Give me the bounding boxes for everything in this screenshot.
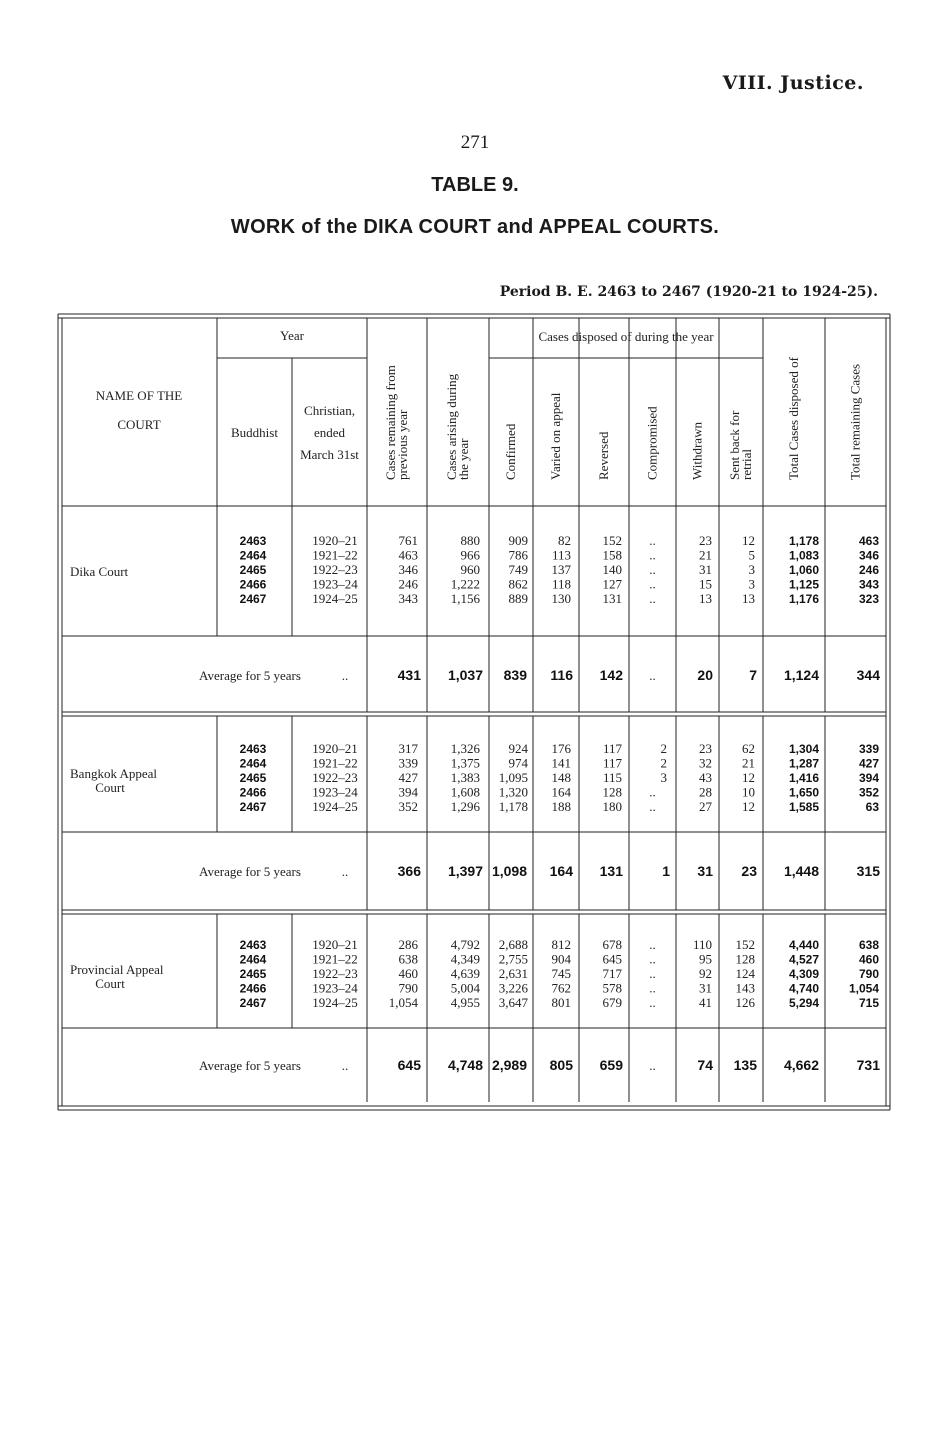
average-value: 142 — [599, 667, 623, 683]
average-value: 1,098 — [491, 863, 527, 879]
cell-value: 113 — [551, 547, 571, 563]
period-caption: Period B. E. 2463 to 2467 (1920-21 to 1924-25). — [499, 284, 878, 300]
average-value: 1,448 — [783, 863, 819, 879]
cell-value: 13 — [742, 591, 755, 606]
total-disposed-value: 1,650 — [788, 785, 819, 800]
average-value: 344 — [856, 667, 880, 683]
cell-value: 394 — [398, 784, 418, 800]
average-value: 805 — [549, 1057, 573, 1073]
court-name: Dika Court — [70, 564, 129, 579]
cell-value: 4,792 — [450, 937, 480, 952]
table-title: WORK of the DIKA COURT and APPEAL COURTS. — [230, 216, 720, 238]
average-value: .. — [649, 668, 656, 683]
cell-value: 346 — [398, 562, 418, 577]
cell-value: 28 — [699, 784, 712, 800]
table-number: TABLE 9. — [431, 174, 519, 196]
cell-value: 645 — [602, 951, 622, 967]
year-header: Year — [280, 328, 304, 343]
cell-value: 137 — [551, 562, 571, 577]
court-name: Court — [95, 976, 125, 991]
average-value: 366 — [397, 863, 421, 879]
cell-value: 880 — [460, 533, 480, 548]
cell-value: 463 — [398, 547, 418, 563]
cell-value: .. — [649, 591, 656, 606]
total-disposed-value: 1,083 — [788, 548, 819, 563]
cell-value: 21 — [699, 547, 712, 563]
cell-value: 1,054 — [388, 995, 418, 1010]
court-header: COURT — [117, 417, 161, 432]
buddhist-year: 2465 — [239, 967, 267, 981]
cell-value: 82 — [558, 533, 571, 548]
cell-value: 1,326 — [450, 741, 480, 756]
total-disposed-header: Total Cases disposed of — [786, 357, 801, 480]
total-disposed-value: 1,416 — [788, 771, 819, 785]
total-disposed-value: 1,176 — [788, 592, 819, 606]
compromised-header: Compromised — [644, 406, 660, 480]
cell-value: 5 — [748, 547, 755, 563]
withdrawn-header: Withdrawn — [689, 422, 705, 480]
buddhist-year: 2465 — [239, 563, 267, 577]
cell-value: .. — [649, 562, 656, 577]
cell-value: 3,647 — [498, 995, 528, 1010]
court-header: NAME OF THE — [95, 388, 183, 403]
cell-value: 1,383 — [450, 770, 480, 785]
total-remaining-value: 394 — [858, 771, 879, 785]
average-value: 1,037 — [447, 667, 483, 683]
buddhist-year: 2464 — [239, 548, 267, 563]
buddhist-header: Buddhist — [231, 425, 278, 440]
cell-value: 2 — [660, 741, 667, 756]
cell-value: 745 — [551, 966, 571, 981]
reversed-header: Reversed — [596, 431, 611, 480]
total-remaining-value: 427 — [858, 756, 879, 771]
remaining-prev-header: Cases remaining from — [383, 365, 398, 480]
cell-value: .. — [649, 995, 656, 1010]
christian-year: 1924–25 — [312, 995, 358, 1010]
cell-value: 31 — [699, 980, 712, 996]
average-label: Average for 5 years — [199, 1058, 301, 1073]
cell-value: 889 — [508, 591, 528, 606]
cell-value: 2,631 — [498, 966, 528, 981]
average-dots: .. — [341, 1058, 349, 1073]
cell-value: 4,955 — [450, 995, 480, 1010]
average-value: 23 — [741, 863, 757, 879]
total-remaining-value: 346 — [858, 548, 879, 563]
total-remaining-value: 63 — [865, 800, 879, 814]
cell-value: 974 — [508, 755, 528, 771]
christian-year: 1922–23 — [312, 770, 358, 785]
cell-value: .. — [649, 547, 656, 563]
total-remaining-header: Total remaining Cases — [847, 363, 863, 480]
christian-header: March 31st — [300, 447, 359, 462]
remaining-prev-header: previous year — [395, 409, 410, 480]
cell-value: 761 — [398, 533, 418, 548]
total-remaining-value: 1,054 — [848, 981, 879, 996]
varied-header: Varied on appeal — [548, 392, 563, 480]
cell-value: 27 — [699, 799, 712, 814]
cell-value: 41 — [699, 995, 712, 1010]
cell-value: 158 — [602, 547, 622, 563]
cell-value: 127 — [602, 576, 622, 592]
cell-value: 117 — [602, 755, 622, 771]
cell-value: 117 — [602, 741, 622, 756]
total-disposed-value: 1,060 — [788, 563, 819, 577]
cell-value: 1,296 — [450, 799, 480, 814]
cell-value: 140 — [602, 562, 622, 577]
average-value: 20 — [697, 667, 713, 683]
average-label: Average for 5 years — [199, 864, 301, 879]
cell-value: .. — [649, 533, 656, 548]
cell-value: .. — [649, 576, 656, 592]
total-remaining-value: 460 — [858, 952, 879, 967]
cell-value: 21 — [742, 755, 755, 771]
cell-value: 3 — [660, 770, 667, 785]
buddhist-year: 2464 — [239, 952, 267, 967]
cell-value: 1,222 — [450, 576, 480, 592]
average-value: 74 — [697, 1057, 713, 1073]
cell-value: 128 — [735, 951, 755, 967]
christian-year: 1921–22 — [312, 547, 358, 563]
total-remaining-value: 715 — [858, 996, 879, 1010]
christian-year: 1920–21 — [312, 741, 358, 756]
cell-value: 2,755 — [498, 951, 528, 967]
cell-value: 966 — [460, 547, 480, 563]
cell-value: 92 — [699, 966, 712, 981]
average-value: 315 — [856, 863, 880, 879]
average-value: 135 — [733, 1057, 757, 1073]
cell-value: 10 — [742, 784, 755, 800]
cell-value: 43 — [699, 770, 712, 785]
cell-value: 131 — [602, 591, 622, 606]
cell-value: 3 — [748, 562, 755, 577]
christian-year: 1924–25 — [312, 799, 358, 814]
cell-value: .. — [649, 784, 656, 800]
cell-value: 762 — [551, 980, 571, 996]
cell-value: 23 — [699, 533, 712, 548]
cell-value: 126 — [735, 995, 755, 1010]
buddhist-year: 2463 — [239, 938, 267, 952]
cell-value: 32 — [699, 755, 712, 771]
buddhist-year: 2463 — [239, 534, 267, 548]
cell-value: 909 — [508, 533, 528, 548]
christian-year: 1923–24 — [312, 576, 358, 592]
cell-value: 717 — [602, 966, 622, 981]
cell-value: 246 — [398, 576, 418, 592]
cell-value: 352 — [398, 799, 418, 814]
buddhist-year: 2466 — [239, 981, 267, 996]
buddhist-year: 2465 — [239, 771, 267, 785]
cell-value: 786 — [508, 547, 528, 563]
total-remaining-value: 463 — [858, 534, 879, 548]
average-value: 164 — [549, 863, 573, 879]
cell-value: 143 — [735, 980, 755, 996]
cell-value: 3 — [748, 576, 755, 592]
average-value: 4,662 — [783, 1057, 819, 1073]
average-value: 731 — [856, 1057, 880, 1073]
christian-year: 1923–24 — [312, 980, 358, 996]
average-value: 1 — [662, 863, 670, 879]
total-remaining-value: 339 — [858, 742, 879, 756]
section-heading: VIII. Justice. — [722, 72, 864, 94]
cell-value: 12 — [742, 799, 755, 814]
total-disposed-value: 4,309 — [788, 967, 819, 981]
cell-value: 12 — [742, 770, 755, 785]
arising-header: the year — [456, 438, 471, 480]
average-value: 2,989 — [491, 1057, 527, 1073]
total-disposed-value: 1,178 — [788, 534, 819, 548]
total-remaining-value: 638 — [858, 938, 879, 952]
cell-value: 904 — [551, 951, 571, 967]
cell-value: 95 — [699, 951, 712, 967]
court-name: Court — [95, 780, 125, 795]
cell-value: 110 — [692, 937, 712, 952]
total-disposed-value: 4,440 — [788, 938, 819, 952]
cell-value: 286 — [398, 937, 418, 952]
cell-value: 317 — [398, 741, 418, 756]
average-value: 7 — [749, 667, 757, 683]
cell-value: 638 — [398, 951, 418, 967]
average-dots: .. — [341, 864, 349, 879]
cell-value: 1,095 — [498, 770, 528, 785]
cell-value: 924 — [508, 741, 528, 756]
disposed-group-header: Cases disposed of during the year — [538, 329, 714, 344]
cell-value: 62 — [742, 741, 755, 756]
total-disposed-value: 1,304 — [788, 742, 819, 756]
average-value: 4,748 — [447, 1057, 483, 1073]
cell-value: 148 — [551, 770, 571, 785]
cell-value: 578 — [602, 980, 622, 996]
christian-year: 1923–24 — [312, 784, 358, 800]
average-value: 131 — [599, 863, 623, 879]
cell-value: 128 — [602, 784, 622, 800]
cell-value: 4,639 — [450, 966, 480, 981]
cell-value: .. — [649, 951, 656, 967]
cell-value: 1,178 — [498, 799, 528, 814]
cell-value: 5,004 — [450, 980, 480, 996]
cell-value: 1,156 — [450, 591, 480, 606]
cell-value: 152 — [602, 533, 622, 548]
cell-value: 801 — [551, 995, 571, 1010]
cell-value: 31 — [699, 562, 712, 577]
cell-value: 3,226 — [498, 980, 528, 996]
total-disposed-value: 1,585 — [788, 800, 819, 814]
average-value: .. — [649, 1058, 656, 1073]
cell-value: 4,349 — [450, 951, 480, 967]
total-remaining-value: 352 — [858, 785, 879, 800]
average-dots: .. — [341, 668, 349, 683]
total-disposed-value: 4,527 — [788, 952, 819, 967]
cell-value: 130 — [551, 591, 571, 606]
cell-value: 862 — [508, 576, 528, 592]
christian-year: 1921–22 — [312, 755, 358, 771]
cell-value: .. — [649, 799, 656, 814]
total-remaining-value: 323 — [858, 592, 879, 606]
cell-value: 1,608 — [450, 784, 480, 800]
cell-value: 427 — [398, 770, 418, 785]
buddhist-year: 2466 — [239, 577, 267, 592]
buddhist-year: 2463 — [239, 742, 267, 756]
buddhist-year: 2466 — [239, 785, 267, 800]
average-label: Average for 5 years — [199, 668, 301, 683]
cell-value: 790 — [398, 980, 418, 996]
cell-value: .. — [649, 980, 656, 996]
cell-value: 1,375 — [450, 755, 480, 771]
cell-value: 2,688 — [498, 937, 528, 952]
cell-value: 12 — [742, 533, 755, 548]
average-value: 116 — [550, 667, 573, 683]
average-value: 839 — [503, 667, 527, 683]
christian-year: 1924–25 — [312, 591, 358, 606]
cell-value: 343 — [398, 591, 418, 606]
cell-value: 339 — [398, 755, 418, 771]
cell-value: 115 — [602, 770, 622, 785]
christian-year: 1922–23 — [312, 966, 358, 981]
cell-value: 188 — [551, 799, 571, 814]
total-remaining-value: 790 — [858, 967, 879, 981]
average-value: 645 — [397, 1057, 421, 1073]
sent-back-header: Sent back for — [727, 410, 742, 480]
cell-value: 164 — [551, 784, 571, 800]
cell-value: .. — [649, 966, 656, 981]
total-remaining-value: 343 — [858, 577, 879, 592]
total-disposed-value: 1,287 — [788, 756, 819, 771]
total-disposed-value: 5,294 — [788, 996, 819, 1010]
cell-value: 13 — [699, 591, 712, 606]
average-value: 1,124 — [783, 667, 819, 683]
cell-value: 2 — [660, 755, 667, 771]
page-number: 271 — [460, 132, 490, 153]
buddhist-year: 2467 — [239, 996, 267, 1010]
cell-value: 152 — [735, 937, 755, 952]
total-remaining-value: 246 — [858, 563, 879, 577]
buddhist-year: 2467 — [239, 800, 267, 814]
cell-value: 23 — [699, 741, 712, 756]
cell-value: 180 — [602, 799, 622, 814]
court-name: Bangkok Appeal — [70, 766, 158, 781]
average-value: 431 — [397, 667, 421, 683]
cell-value: 15 — [699, 576, 712, 592]
cell-value: 749 — [508, 562, 528, 577]
cell-value: 679 — [602, 995, 622, 1010]
average-value: 659 — [599, 1057, 623, 1073]
confirmed-header: Confirmed — [503, 423, 518, 480]
court-name: Provincial Appeal — [70, 962, 164, 977]
buddhist-year: 2467 — [239, 592, 267, 606]
sent-back-header: retrial — [739, 448, 754, 480]
buddhist-year: 2464 — [239, 756, 267, 771]
cell-value: 960 — [460, 562, 480, 577]
total-disposed-value: 4,740 — [788, 981, 819, 996]
christian-year: 1920–21 — [312, 937, 358, 952]
total-disposed-value: 1,125 — [788, 577, 819, 592]
cell-value: 124 — [735, 966, 755, 981]
cell-value: 1,320 — [498, 784, 528, 800]
cell-value: 460 — [398, 966, 418, 981]
christian-header: ended — [313, 425, 346, 440]
arising-header: Cases arising during — [444, 373, 459, 480]
cell-value: 118 — [551, 576, 571, 592]
cell-value: 812 — [551, 937, 571, 952]
christian-header: Christian, — [304, 403, 355, 418]
christian-year: 1922–23 — [312, 562, 358, 577]
cell-value: 141 — [551, 755, 571, 771]
average-value: 31 — [697, 863, 713, 879]
cell-value: .. — [649, 937, 656, 952]
average-value: 1,397 — [447, 863, 483, 879]
cell-value: 678 — [602, 937, 622, 952]
christian-year: 1921–22 — [312, 951, 358, 967]
cell-value: 176 — [551, 741, 571, 756]
christian-year: 1920–21 — [312, 533, 358, 548]
